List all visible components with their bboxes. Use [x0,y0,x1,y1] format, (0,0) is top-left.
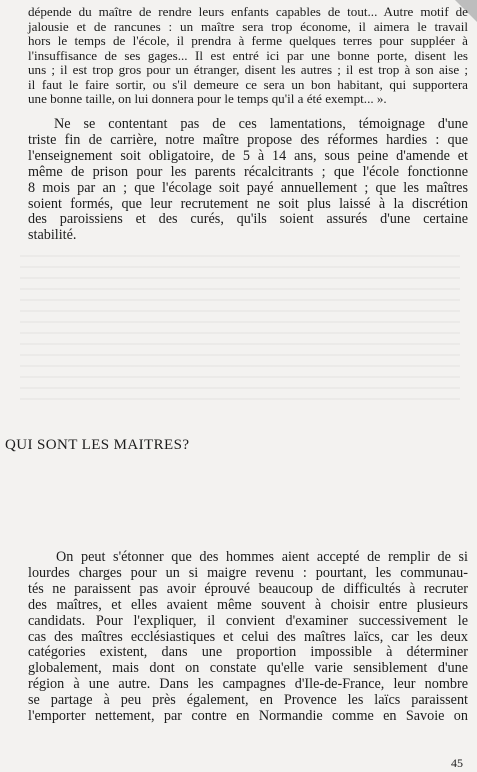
text-line: l'enseignement soit obligatoire, de 5 à 14 ans, sous peine d'amende et [28,147,468,164]
text-line: stabilité. [28,227,77,244]
text-line: soient formés, que leur recrutement ne soit plus laissé à la discrétion [28,195,468,212]
section-heading: QUI SONT LES MAITRES? [5,437,190,453]
text-line: des maîtres, et elles avaient même souvent à choisir entre plusieurs [28,596,468,613]
text-line: Ne se contentant pas de ces lamentations, témoignage d'une [54,116,468,132]
text-line: globalement, mais dont on constate qu'elle varie sensiblement d'une [28,660,468,677]
text-line: il faut le faire sortir, ou s'il demeure ce sera un bon habitant, qui supportera [28,76,468,92]
paragraph-teachers [28,550,468,725]
text-line: même de prison pour les parents récalcitrants ; que l'école fonctionne [28,163,468,180]
text-line: des paroissiens et des curés, qu'ils soient assurés d'une certaine [28,211,468,228]
text-line: lourdes charges pour un si maigre revenu : pourtant, les communau- [28,564,468,581]
text-line: tés ne paraissent pas avoir éprouvé beaucoup de difficultés à recruter [28,580,468,597]
text-line: se partage à peu près également, en Provence les laïcs paraissent [28,692,468,709]
show-through-bleed [20,255,460,405]
text-line: dépende du maître de rendre leurs enfants capables de tout... Autre motif de [28,4,468,19]
text-line: uns ; il est trop gros pour un étranger, disent les autres ; il est trop à son aise ; [28,62,468,77]
paragraph-reforms [28,117,468,244]
page-number: 45 [451,756,463,770]
text-line: l'insuffisance de ses gages... Il est entré ici par une bonne porte, disent les [28,47,468,63]
text-line: région à une autre. Dans les campagnes d'Ile-de-France, leur nombre [28,676,468,693]
text-line: une bonne taille, on lui donnera pour le temps qu'il a été exempt... ». [28,91,387,106]
text-line: l'emporter nettement, par contre en Normandie comme en Savoie on [28,708,468,725]
text-line: cas des maîtres ecclésiastiques et celui des maîtres laïcs, car les deux [28,628,468,645]
text-line: On peut s'étonner que des hommes aient accepté de remplir de si [56,549,468,565]
paragraph-quote-end [28,5,468,107]
text-line: 8 mois par an ; que l'écolage soit payé annuellement ; que les maîtres [28,179,468,196]
text-line: jalousie et de rancunes : un maître sera trop économe, il aimera le travail [28,18,468,34]
text-line: hors le temps de l'école, il prendra à ferme quelques terres pour suppléer à [28,33,468,48]
text-line: candidats. Pour l'expliquer, il convient d'examiner successivement le [28,612,468,629]
text-line: triste fin de carrière, notre maître propose des réformes hardies : que [28,131,468,148]
text-line: catégories existent, dans une proportion impossible à déterminer [28,644,468,661]
